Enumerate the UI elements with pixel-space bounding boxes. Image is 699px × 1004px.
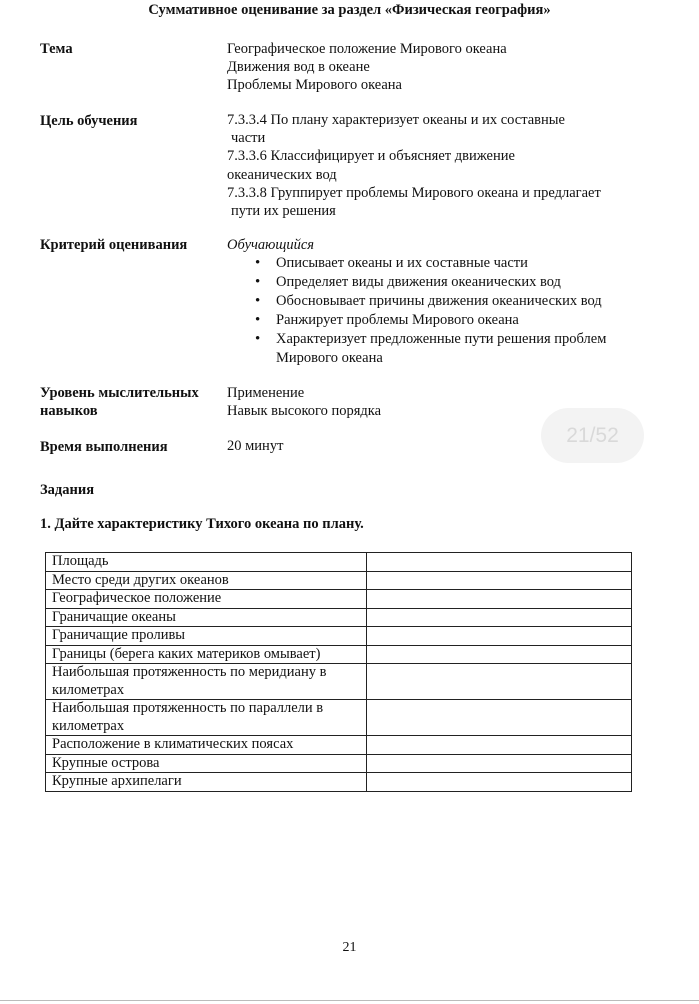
topic-values [227,40,507,95]
criteria-item: • Определяет виды движения океанических вод [227,273,606,292]
goals-label: Цель обучения [40,113,138,129]
page-counter-badge: 21/52 [541,408,644,463]
answer-cell[interactable] [367,754,632,773]
plan-item: Расположение в климатических поясах [46,736,367,755]
criteria-values [227,236,606,367]
answer-cell[interactable] [367,664,632,700]
plan-item-line: километрах [52,717,125,734]
table-row [46,553,632,572]
skills-label [40,384,199,420]
plan-item: Граничащие проливы [46,627,367,646]
plan-item-line: километрах [52,681,125,698]
answer-cell[interactable] [367,627,632,646]
document-title: Суммативное оценивание за раздел «Физическая география» [148,2,551,18]
answer-cell[interactable] [367,571,632,590]
goal-line: 7.3.3.4 По плану характеризует океаны и их составные [227,112,565,128]
table-row [46,608,632,627]
plan-item: Границы (берега каких материков омывает) [46,645,367,664]
plan-item: Крупные архипелаги [46,773,367,792]
plan-item [46,700,367,736]
table-row [46,773,632,792]
plan-item-line: Наибольшая протяженность по параллели в [52,700,324,716]
topic-line: Движения вод в океане [227,59,370,76]
table-row [46,590,632,609]
criteria-list [227,254,606,349]
skills-line: Навык высокого порядка [227,403,382,420]
skills-line: Применение [227,385,305,401]
answer-cell[interactable] [367,736,632,755]
page-bottom-divider [0,1000,699,1001]
criteria-label: Критерий оценивания [40,237,188,253]
tasks-heading: Задания [40,482,95,498]
plan-table [45,552,632,792]
page-number: 21 [342,940,357,955]
plan-item: Площадь [46,553,367,572]
time-label: Время выполнения [40,439,168,455]
goal-line: 7.3.3.6 Классифицирует и объясняет движение [227,148,515,165]
goal-line: 7.3.3.8 Группирует проблемы Мирового океана и предлагает [227,184,601,201]
goal-line: пути их решения [231,203,336,220]
skills-values [227,384,381,420]
table-row [46,571,632,590]
criteria-item-continuation: Мирового океана [276,350,383,367]
criteria-item: • Ранжирует проблемы Мирового океана [227,311,606,330]
table-row [46,627,632,646]
goals-values [227,111,601,220]
criteria-intro: Обучающийся [227,237,315,253]
criteria-item: • Описывает океаны и их составные части [227,254,606,273]
time-value: 20 минут [227,438,284,454]
topic-line: Проблемы Мирового океана [227,77,402,94]
plan-item: Крупные острова [46,754,367,773]
plan-item [46,664,367,700]
table-row [46,645,632,664]
plan-item-line: Наибольшая протяженность по меридиану в [52,664,327,680]
plan-item: Граничащие океаны [46,608,367,627]
answer-cell[interactable] [367,700,632,736]
table-row [46,736,632,755]
answer-cell[interactable] [367,590,632,609]
skills-label-line: Уровень мыслительных [40,385,199,401]
table-row [46,754,632,773]
topic-line: Географическое положение Мирового океана [227,41,507,57]
task-question: 1. Дайте характеристику Тихого океана по плану. [40,516,364,532]
topic-label: Тема [40,41,73,57]
criteria-item: • Обосновывает причины движения океанических вод [227,292,606,311]
criteria-item: • Характеризует предложенные пути решения проблем [227,330,606,349]
answer-cell[interactable] [367,553,632,572]
skills-label-line: навыков [40,403,98,419]
table-row [46,700,632,736]
goal-line: части [231,130,266,147]
answer-cell[interactable] [367,608,632,627]
answer-cell[interactable] [367,773,632,792]
table-row [46,664,632,700]
goal-line: океанических вод [227,166,337,183]
plan-item: Географическое положение [46,590,367,609]
plan-item: Место среди других океанов [46,571,367,590]
answer-cell[interactable] [367,645,632,664]
